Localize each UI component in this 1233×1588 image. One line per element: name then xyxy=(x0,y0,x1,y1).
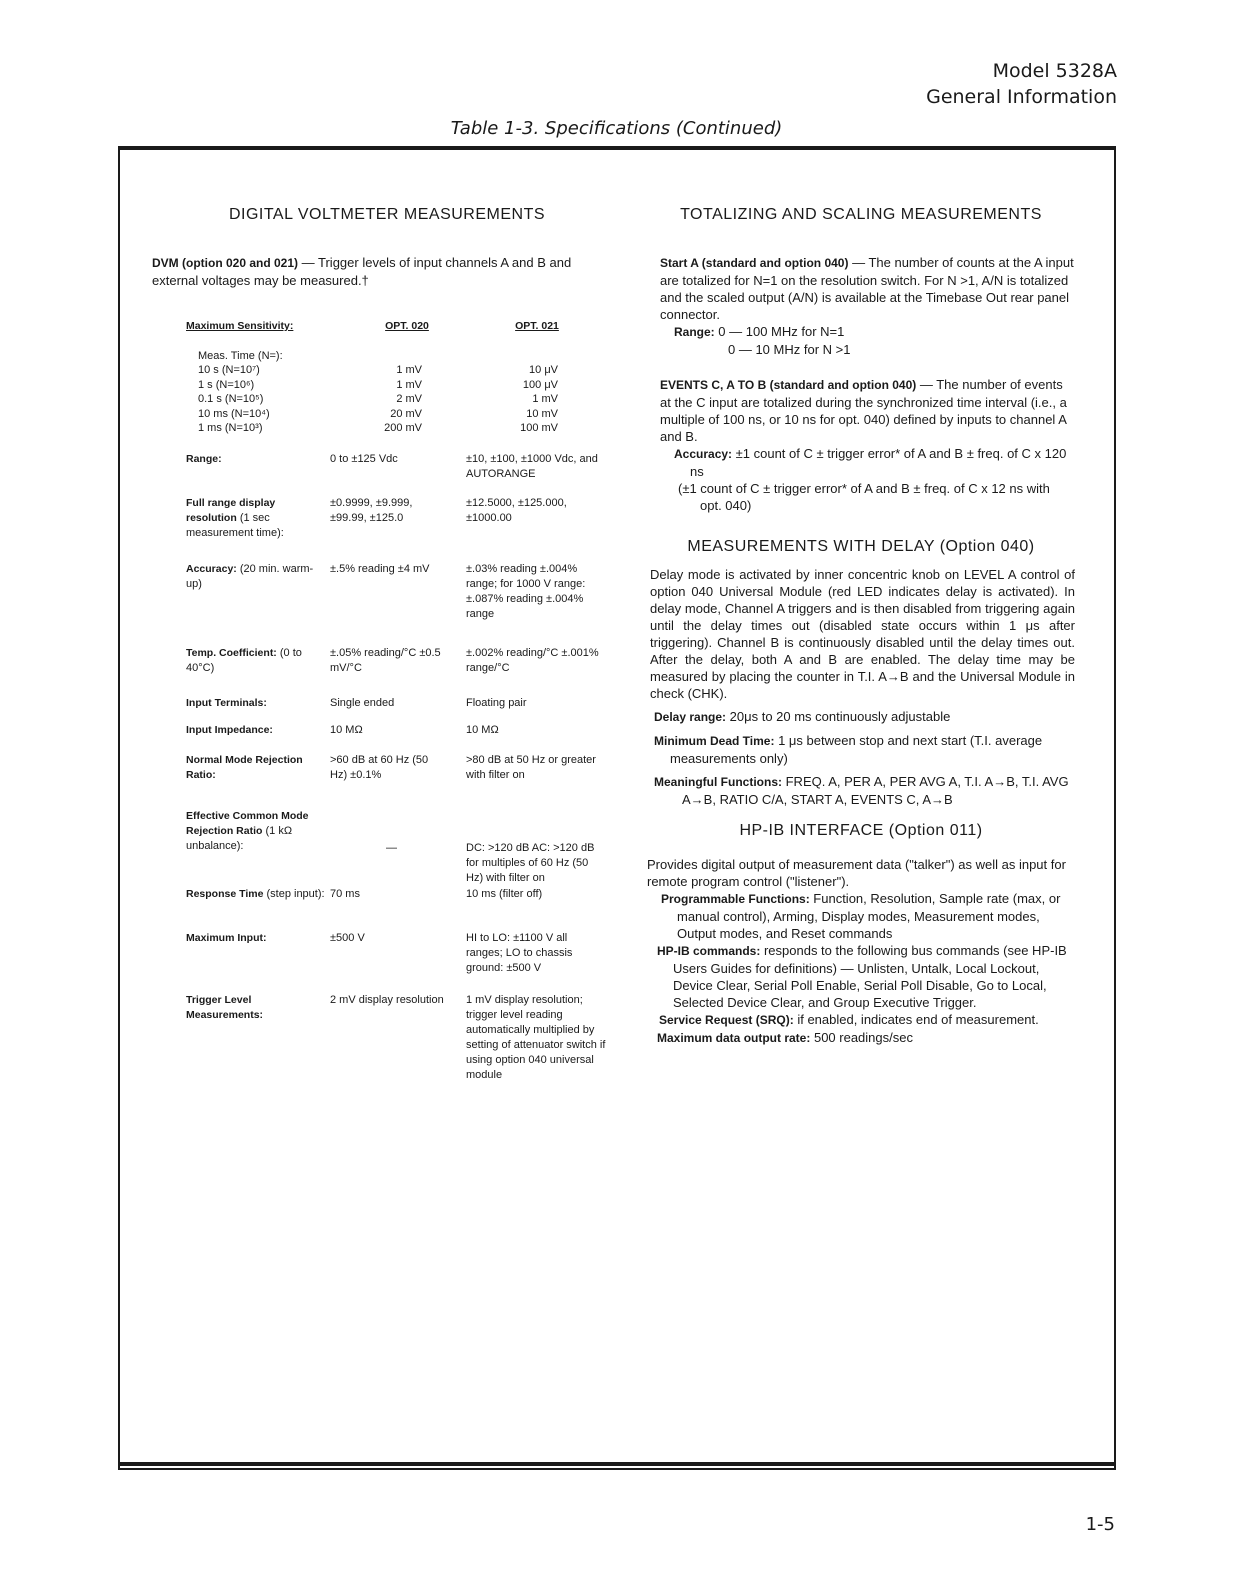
spec-opt021: ±.03% reading ±.004% range; for 1000 V range: ±.087% reading ±.004% range xyxy=(466,562,586,620)
spec-opt020: Single ended xyxy=(330,696,395,709)
data-rate-text: 500 readings/sec xyxy=(810,1030,913,1045)
spec-label-sub: (step input): xyxy=(266,887,325,900)
meas-row xyxy=(152,421,622,436)
right-column xyxy=(647,206,1075,1047)
dvm-spec-table xyxy=(152,319,622,1139)
accuracy-text: ±1 count of C ± trigger error* of A and B ± freq. of C x 120 ns xyxy=(690,446,1067,479)
spec-row xyxy=(152,696,622,723)
spec-row xyxy=(152,452,622,496)
spec-label-bold: Range: xyxy=(186,452,222,465)
events-text: — The number of events at the C input are totalized during the synchronized time interval (i.e., a multiple of 100 ns, or 10 ns for opt. 040) defined by inputs to channel A and B. xyxy=(660,377,1067,444)
meas-time: 10 s (N=10⁷) xyxy=(198,364,260,376)
dvm-intro-text: — Trigger levels of input channels A and B and external voltages may be measured.† xyxy=(152,255,572,288)
spec-opt020: — xyxy=(386,841,397,854)
delay-range-label: Delay range: xyxy=(654,710,727,724)
spec-row xyxy=(152,496,622,562)
spec-opt021: ±10, ±100, ±1000 Vdc, and AUTORANGE xyxy=(466,452,598,480)
spec-label xyxy=(186,809,326,854)
meas-row xyxy=(152,378,622,393)
functions-label: Meaningful Functions: xyxy=(654,775,782,789)
spec-opt021: HI to LO: ±1100 V all ranges; LO to chassis ground: ±500 V xyxy=(466,931,573,974)
spec-label-sub: (1 kΩ unbalance): xyxy=(186,824,293,852)
section-title: General Information xyxy=(926,86,1117,108)
meas-opt020: 1 mV xyxy=(396,378,422,391)
meas-opt020: 2 mV xyxy=(396,393,422,405)
spec-label-bold: Response Time xyxy=(186,887,264,900)
spec-label xyxy=(186,753,326,783)
meas-opt020: 200 mV xyxy=(384,422,422,434)
dead-time-para xyxy=(650,732,1075,767)
meas-opt021: 10 μV xyxy=(529,364,558,376)
meas-time-label: Meas. Time (N=): xyxy=(198,350,283,362)
spec-opt020: ±.05% reading/°C ±0.5 mV/°C xyxy=(330,646,441,674)
spec-opt020: ±.5% reading ±4 mV xyxy=(330,562,430,575)
meas-opt020: 1 mV xyxy=(396,364,422,376)
prog-functions-text: Function, Resolution, Sample rate (max, or manual control), Arming, Display modes, Measurement modes, Output modes, and Reset commands xyxy=(677,891,1061,941)
spec-row xyxy=(152,931,622,993)
srq-para xyxy=(647,1011,1075,1029)
accuracy-para xyxy=(660,445,1075,480)
start-a-text: — The number of counts at the A input are totalized for N=1 on the resolution switch. For N >1, A/N is totalized and the scaled output (A/N) is available at the Timebase Out rear panel connector. xyxy=(660,255,1074,322)
hpib-commands-para xyxy=(647,942,1075,1011)
meas-time: 10 ms (N=10⁴) xyxy=(198,407,270,420)
spec-label xyxy=(186,887,326,902)
hpib-title: HP-IB INTERFACE (Option 011) xyxy=(739,822,983,839)
meas-time: 0.1 s (N=10⁵) xyxy=(198,393,264,405)
srq-text: if enabled, indicates end of measurement. xyxy=(793,1012,1039,1027)
accuracy-label: Accuracy: xyxy=(674,447,733,461)
meas-opt021: 100 mV xyxy=(520,422,558,434)
spec-label-bold: Full range display resolution xyxy=(186,496,276,524)
spec-opt020: 2 mV display resolution xyxy=(330,993,444,1006)
prog-functions-para xyxy=(647,890,1075,942)
data-rate-para xyxy=(647,1029,1075,1047)
spec-label xyxy=(186,562,326,592)
hpib-commands-text: responds to the following bus commands (see HP-IB Users Guides for definitions) — Unlisten, Untalk, Local Lockout, Device Clear, Serial Poll Enable, Serial Poll Disable, Go to Local, Selected Device Clear, and Group Executive Trigger. xyxy=(673,943,1067,1010)
meas-time: 1 ms (N=10³) xyxy=(198,422,263,434)
col-header-opt020: OPT. 020 xyxy=(385,320,429,332)
meas-opt021: 10 mV xyxy=(526,407,558,420)
meas-rows xyxy=(152,363,622,436)
meas-row xyxy=(152,407,622,422)
delay-body: Delay mode is activated by inner concentric knob on LEVEL A control of option 040 Universal Module (red LED indicates delay is activated). In delay mode, Channel A triggers and is then disabled from triggering again until the delay times out (disabled state occurs within 1 μs after triggering). Channel B is continuously disabled until the delay times out. After the delay, both A and B are enabled. The delay time may be measured by placing the counter in T.I. A→B and the Universal Module in check (CHK). xyxy=(650,567,1075,701)
events-para xyxy=(660,376,1075,445)
dvm-intro xyxy=(152,254,572,289)
col-header-sensitivity: Maximum Sensitivity: xyxy=(186,320,294,332)
spec-opt021: 1 mV display resolution; trigger level reading automatically multiplied by setting of attenuator switch if using option 040 universal module xyxy=(466,993,606,1081)
dvm-section xyxy=(152,206,622,1139)
page-header xyxy=(926,58,1117,110)
page-number: 1-5 xyxy=(1085,1514,1115,1535)
range-value-2: 0 — 10 MHz for N >1 xyxy=(728,342,851,357)
spec-label-bold: Maximum Input: xyxy=(186,931,267,944)
spec-opt020: 10 MΩ xyxy=(330,723,363,736)
dvm-intro-bold: DVM (option 020 and 021) xyxy=(152,256,299,270)
spec-label-bold: Trigger Level Measurements: xyxy=(186,993,264,1021)
functions-text: FREQ. A, PER A, PER AVG A, T.I. A→B, T.I. AVG A→B, RATIO C/A, START A, EVENTS C, A→B xyxy=(682,774,1069,807)
delay-range-text: 20μs to 20 ms continuously adjustable xyxy=(726,709,951,724)
meas-opt021: 1 mV xyxy=(532,393,558,405)
spec-opt021: ±.002% reading/°C ±.001% range/°C xyxy=(466,646,599,674)
spec-label xyxy=(186,496,326,541)
spec-label xyxy=(186,452,326,467)
spec-label-bold: Accuracy: xyxy=(186,562,237,575)
functions-para xyxy=(650,773,1075,808)
spec-opt020: 0 to ±125 Vdc xyxy=(330,452,398,465)
spec-row xyxy=(152,887,622,931)
spec-label-bold: Normal Mode Rejection Ratio: xyxy=(186,753,303,781)
spec-opt021: >80 dB at 50 Hz or greater with filter on xyxy=(466,753,596,781)
meas-opt020: 20 mV xyxy=(390,407,422,420)
srq-label: Service Request (SRQ): xyxy=(659,1013,794,1027)
spec-opt020: ±0.9999, ±9.999, ±99.99, ±125.0 xyxy=(330,496,413,524)
spec-rows xyxy=(152,452,622,1103)
start-a-bold: Start A (standard and option 040) xyxy=(660,256,849,270)
range-value-1: 0 — 100 MHz for N=1 xyxy=(718,324,845,339)
start-a-para xyxy=(660,254,1075,323)
events-bold: EVENTS C, A TO B (standard and option 040) xyxy=(660,378,917,392)
spec-label xyxy=(186,993,326,1023)
spec-label-bold: Temp. Coefficient: xyxy=(186,646,277,659)
meas-row xyxy=(152,392,622,407)
spec-row xyxy=(152,723,622,753)
spec-opt021: Floating pair xyxy=(466,696,527,709)
dead-time-text: 1 μs between stop and next start (T.I. average measurements only) xyxy=(670,733,1043,766)
spec-label-bold: Input Impedance: xyxy=(186,723,273,736)
delay-section xyxy=(647,566,1075,808)
spec-label-bold: Input Terminals: xyxy=(186,696,267,709)
frame-bottom-rule xyxy=(118,1462,1116,1466)
spec-label xyxy=(186,696,326,711)
totalizing-title: TOTALIZING AND SCALING MEASUREMENTS xyxy=(680,206,1042,223)
dvm-header-row xyxy=(152,319,622,349)
spec-label-bold: Effective Common Mode Rejection Ratio xyxy=(186,809,309,837)
spec-opt021: 10 MΩ xyxy=(466,723,499,736)
spec-label-sub: (1 sec measurement time): xyxy=(186,511,284,539)
spec-label-sub: (20 min. warm-up) xyxy=(186,562,314,590)
spec-row xyxy=(152,753,622,809)
spec-opt021: ±12.5000, ±125.000, ±1000.00 xyxy=(466,496,567,524)
spec-label xyxy=(186,931,326,946)
data-rate-label: Maximum data output rate: xyxy=(657,1031,811,1045)
meas-time-row xyxy=(152,349,622,363)
meas-row xyxy=(152,363,622,378)
frame-top-rule xyxy=(118,146,1116,150)
spec-opt020: >60 dB at 60 Hz (50 Hz) ±0.1% xyxy=(330,753,429,781)
meas-time: 1 s (N=10⁶) xyxy=(198,378,255,391)
totalizing-section xyxy=(647,254,1075,514)
table-caption: Table 1-3. Specifications (Continued) xyxy=(450,118,783,139)
model-title: Model 5328A xyxy=(992,60,1117,82)
prog-functions-label: Programmable Functions: xyxy=(661,892,810,906)
col-header-opt021: OPT. 021 xyxy=(515,320,559,332)
spec-opt021: DC: >120 dB AC: >120 dB for multiples of 60 Hz (50 Hz) with filter on xyxy=(466,841,595,884)
spec-label-sub: (0 to 40°C) xyxy=(186,646,302,674)
delay-range-para xyxy=(650,708,1075,726)
spec-opt021: 10 ms (filter off) xyxy=(466,887,543,900)
range-line-1 xyxy=(660,323,1075,341)
spec-row xyxy=(152,993,622,1103)
accuracy-note: (±1 count of C ± trigger error* of A and B ± freq. of C x 12 ns with opt. 040) xyxy=(678,481,1050,513)
spec-row xyxy=(152,562,622,646)
spec-row xyxy=(152,646,622,696)
hpib-commands-label: HP-IB commands: xyxy=(657,944,761,958)
meas-opt021: 100 μV xyxy=(522,378,558,391)
dvm-title: DIGITAL VOLTMETER MEASUREMENTS xyxy=(228,206,546,223)
range-label: Range: xyxy=(674,325,715,339)
spec-label xyxy=(186,646,326,676)
spec-opt020: 70 ms xyxy=(330,887,360,900)
spec-label xyxy=(186,723,326,738)
hpib-body: Provides digital output of measurement data ("talker") as well as input for remote program control ("listener"). xyxy=(647,857,1066,889)
spec-opt020: ±500 V xyxy=(330,931,365,944)
spec-row xyxy=(152,809,622,887)
dead-time-label: Minimum Dead Time: xyxy=(654,734,775,748)
delay-title: MEASUREMENTS WITH DELAY (Option 040) xyxy=(687,538,1035,555)
hpib-section xyxy=(647,856,1075,1047)
